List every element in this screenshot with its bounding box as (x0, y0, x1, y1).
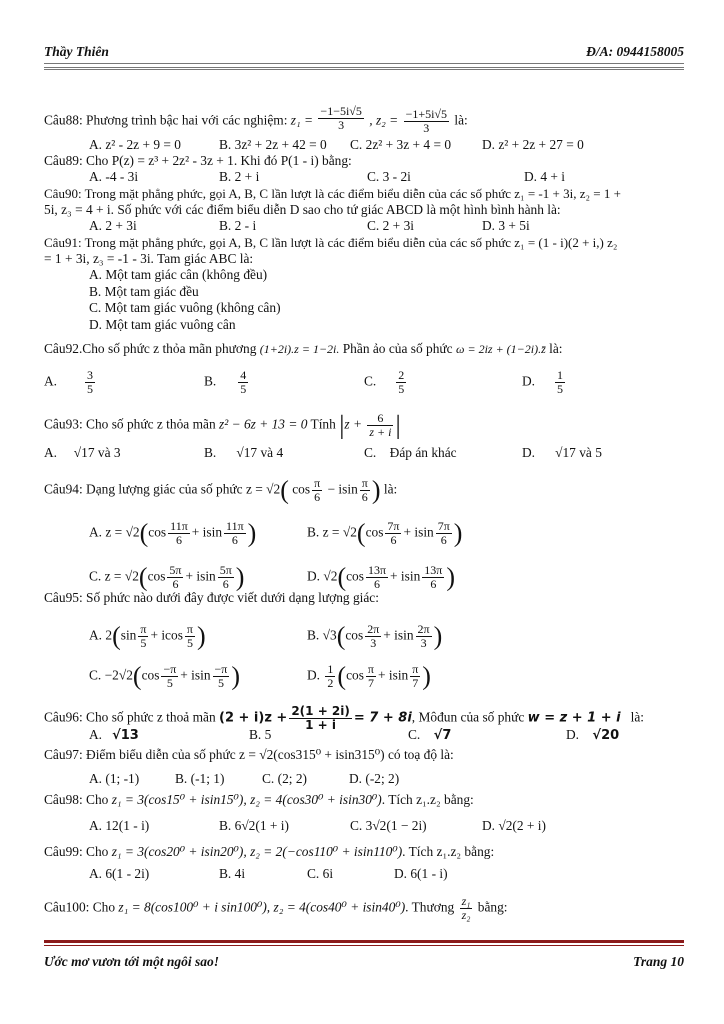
q90-option-d[interactable]: D. 3 + 5i (482, 218, 530, 233)
q94-option-b[interactable]: B. z = √2(cos $\frac{7\pi}{6}$ + isin $\frac{7\pi}{6}$ ) (307, 518, 463, 548)
q96-option-c[interactable]: C. √7 (408, 727, 452, 743)
q91-option-b[interactable]: B. Một tam giác đều (89, 284, 199, 299)
q93-option-b[interactable]: B. √17 và 4 (204, 445, 284, 460)
q95-option-b[interactable]: B. √3(cos $\frac{2\pi}{3}$ + isin $\frac{2\pi}{3}$ ) (307, 621, 443, 651)
q93-stem: Câu93: Cho số phức z thỏa mãn z² − 6z + 13 = 0 Tính |z + $\frac{6}{z + i}$ | (44, 410, 401, 440)
q98-stem: Câu98: Cho z₁ = 3(cos15⁰ + isin15⁰), z₂ = 4(cos30⁰ + isin30⁰). Tích z₁.z₂ bằng: (44, 792, 474, 807)
q98-option-a[interactable]: A. 12(1 - i) (89, 818, 150, 833)
q90-option-b[interactable]: B. 2 - i (219, 218, 257, 233)
q97-stem: Câu97: Điểm biểu diễn của số phức z = √2(cos315⁰ + isin315⁰) có toạ độ là: (44, 747, 454, 762)
q88-option-b[interactable]: B. 3z² + 2z + 42 = 0 (219, 137, 327, 152)
q92-option-d[interactable]: D. $\frac{1}{5}$ (522, 368, 564, 396)
header-rule (44, 63, 684, 68)
q91-option-d[interactable]: D. Một tam giác vuông cân (89, 317, 236, 332)
q98-option-b[interactable]: B. 6√2(1 + i) (219, 818, 289, 833)
q92-stem: Câu92.Cho số phức z thỏa mãn phương (1+2i).z = 1−2i. Phần ảo của số phức ω = 2iz + (1−2i).z̄ là: (44, 341, 563, 356)
q96-stem: Câu96: Cho số phức z thoả mãn (2 + i)z + $\frac{2(1 + 2i)}{1 + i}$ = 7 + 8i, Môđun của số phức w = z + 1 + i là: (44, 704, 645, 732)
q90-option-a[interactable]: A. 2 + 3i (89, 218, 137, 233)
q89-stem: Câu89: Cho P(z) = z³ + 2z² - 3z + 1. Khi đó P(1 - i) bằng: (44, 153, 352, 168)
author-name: Thầy Thiên (44, 44, 109, 59)
q89-option-d[interactable]: D. 4 + i (524, 169, 566, 184)
page-number: Trang 10 (633, 954, 684, 969)
q98-option-c[interactable]: C. 3√2(1 − 2i) (350, 818, 427, 833)
q96-option-d[interactable]: D. √20 (566, 727, 620, 743)
q93-option-c[interactable]: C. Đáp án khác (364, 445, 457, 460)
q90-option-c[interactable]: C. 2 + 3i (367, 218, 414, 233)
q91-stem-2: = 1 + 3i, z₃ = -1 - 3i. Tam giác ABC là: (44, 251, 254, 266)
header-rule-2 (44, 69, 684, 70)
q93-option-a[interactable]: A. √17 và 3 (44, 445, 121, 460)
q88-option-c[interactable]: C. 2z² + 3z + 4 = 0 (350, 137, 452, 152)
q88-stem: Câu88: Phương trình bậc hai với các nghiệm: z₁ = $\frac{-1-5i√5}{3}$ , z₂ = $\frac{-1+5i√5}{3}$ là: (44, 104, 468, 135)
q89-option-a[interactable]: A. -4 - 3i (89, 169, 139, 184)
q89-option-c[interactable]: C. 3 - 2i (367, 169, 411, 184)
q91-option-c[interactable]: C. Một tam giác vuông (không cân) (89, 300, 281, 315)
q94-option-c[interactable]: C. z = √2(cos $\frac{5\pi}{6}$ + isin $\frac{5\pi}{6}$ ) (89, 562, 245, 592)
q95-stem: Câu95: Số phức nào dưới đây được viết dưới dạng lượng giác: (44, 590, 379, 605)
q88-option-a[interactable]: A. z² - 2z + 9 = 0 (89, 137, 182, 152)
q95-option-a[interactable]: A. 2(sin $\frac{\pi}{5}$ + icos $\frac{\pi}{5}$ ) (89, 621, 206, 651)
q91-option-a[interactable]: A. Một tam giác cân (không đều) (89, 267, 268, 282)
q94-option-a[interactable]: A. z = √2(cos $\frac{11\pi}{6}$ + isin $\frac{11\pi}{6}$ ) (89, 518, 257, 548)
q94-stem: Câu94: Dạng lượng giác của số phức z = √2( cos $\frac{\pi}{6}$ − isin $\frac{\pi}{6}$ ) là: (44, 475, 398, 505)
q99-option-c[interactable]: C. 6i (307, 866, 334, 881)
q97-option-c[interactable]: C. (2; 2) (262, 771, 308, 786)
q99-stem: Câu99: Cho z₁ = 3(cos20⁰ + isin20⁰), z₂ = 2(−cos110⁰ + isin110⁰). Tích z₁.z₂ bằng: (44, 844, 495, 859)
footer-rule-2 (44, 945, 684, 946)
q95-option-d[interactable]: D. $\frac{1}{2}$ (cos $\frac{\pi}{7}$ + isin $\frac{\pi}{7}$ ) (307, 661, 431, 691)
q100-stem: Câu100: Cho z₁ = 8(cos100⁰ + i sin100⁰), z₂ = 4(cos40⁰ + isin40⁰). Thương $\frac{\text{z₁}}{\text{z₂}}$ bằng: (44, 894, 508, 922)
q97-option-a[interactable]: A. (1; -1) (89, 771, 140, 786)
q89-option-b[interactable]: B. 2 + i (219, 169, 260, 184)
q97-option-b[interactable]: B. (-1; 1) (175, 771, 225, 786)
q92-option-c[interactable]: C. $\frac{2}{5}$ (364, 368, 405, 396)
q92-option-b[interactable]: B. $\frac{4}{5}$ (204, 368, 247, 396)
q94-option-d[interactable]: D. √2(cos $\frac{13\pi}{6}$ + isin $\frac{13\pi}{6}$ ) (307, 562, 456, 592)
q90-stem-2: 5i, z₃ = 4 + i. Số phức với các điểm biểu diễn D sao cho tứ giác ABCD là một hình bình hành là: (44, 202, 561, 217)
q99-option-b[interactable]: B. 4i (219, 866, 246, 881)
footer-motto: Ước mơ vươn tới một ngôi sao! (44, 954, 220, 969)
q99-option-a[interactable]: A. 6(1 - 2i) (89, 866, 150, 881)
page-header (44, 44, 684, 60)
q96-option-b[interactable]: B. 5 (249, 727, 272, 742)
q97-option-d[interactable]: D. (-2; 2) (349, 771, 400, 786)
q93-option-d[interactable]: D. √17 và 5 (522, 445, 602, 460)
q98-option-d[interactable]: D. √2(2 + i) (482, 818, 546, 833)
q90-stem-1: Câu90: Trong mặt phẳng phức, gọi A, B, C lần lượt là các điểm biểu diễn của các số phức z₁ = -1 + 3i, z₂ = 1 + (44, 186, 621, 201)
footer-rule (44, 940, 684, 943)
q88-option-d[interactable]: D. z² + 2z + 27 = 0 (482, 137, 584, 152)
q91-stem-1: Câu91: Trong mặt phẳng phức, gọi A, B, C lần lượt là các điểm biểu diễn của các số phức z₁ = (1 - i)(2 + i,) z₂ (44, 235, 618, 250)
q92-option-a[interactable]: A. $\frac{3}{5}$ (44, 368, 94, 396)
q99-option-d[interactable]: D. 6(1 - i) (394, 866, 448, 881)
q95-option-c[interactable]: C. −2√2(cos $\frac{-\pi}{5}$ + isin $\frac{-\pi}{5}$ ) (89, 661, 241, 691)
q96-option-a[interactable]: A. √13 (89, 727, 139, 743)
phone-number: Đ/A: 0944158005 (586, 44, 684, 59)
